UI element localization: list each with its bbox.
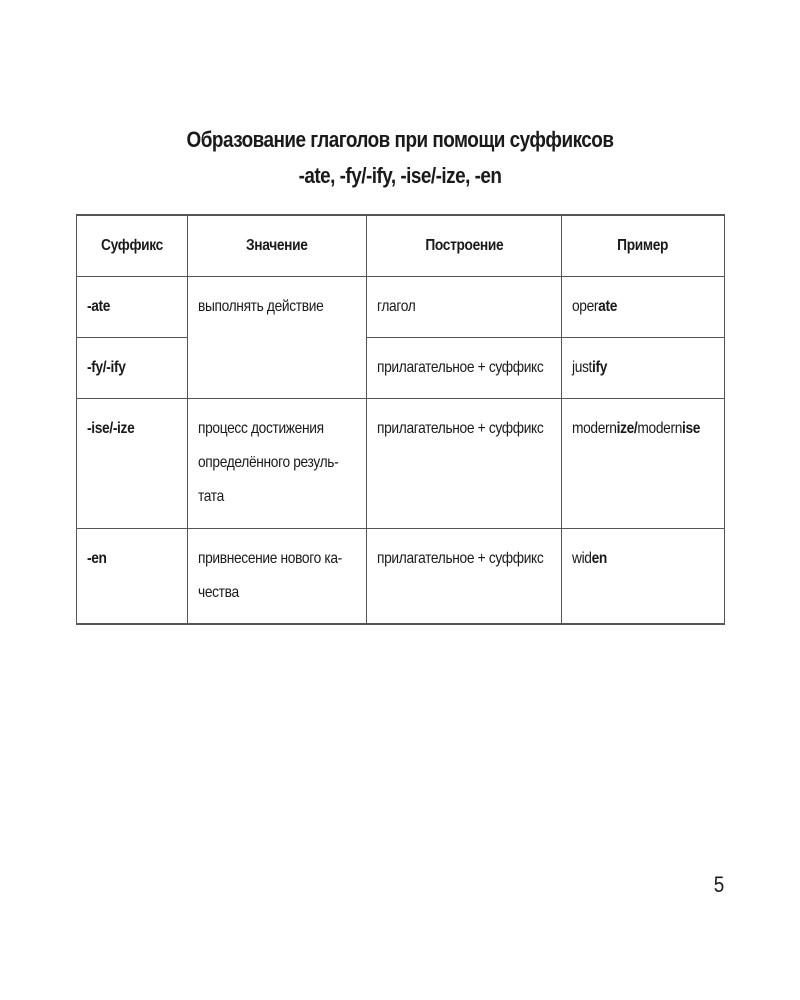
suffix-cell: -fy/-ify — [77, 338, 188, 399]
suffix-cell: -ise/-ize — [77, 399, 188, 529]
example-cell: operate — [562, 277, 725, 338]
table-row — [77, 399, 725, 529]
construction-cell: прилагательное + суффикс — [367, 529, 562, 624]
meaning-cell: процесс достижения определённого резуль- тата — [188, 399, 367, 529]
table-row — [77, 338, 725, 399]
title-line-2: -ate, -fy/-ify, -ise/-ize, -en — [298, 163, 502, 188]
page-number: 5 — [713, 872, 724, 897]
header-construction: Построение — [367, 215, 562, 277]
suffix-table — [76, 214, 725, 625]
example-cell: justify — [562, 338, 725, 399]
table-header-row — [77, 215, 725, 277]
header-meaning: Значение — [188, 215, 367, 277]
suffix-cell: -ate — [77, 277, 188, 338]
meaning-cell: выполнять действие — [188, 277, 367, 399]
suffix-cell: -en — [77, 529, 188, 624]
title-line-1: Образование глаголов при помощи суффиксов — [186, 127, 614, 152]
example-cell: modernize/modernise — [562, 399, 725, 529]
example-cell: widen — [562, 529, 725, 624]
header-example: Пример — [562, 215, 725, 277]
page-title — [56, 122, 744, 194]
meaning-cell: привнесение нового ка- чества — [188, 529, 367, 624]
header-suffix: Суффикс — [77, 215, 188, 277]
construction-cell: глагол — [367, 277, 562, 338]
construction-cell: прилагательное + суффикс — [367, 338, 562, 399]
table-row — [77, 529, 725, 624]
construction-cell: прилагательное + суффикс — [367, 399, 562, 529]
table-row — [77, 277, 725, 338]
